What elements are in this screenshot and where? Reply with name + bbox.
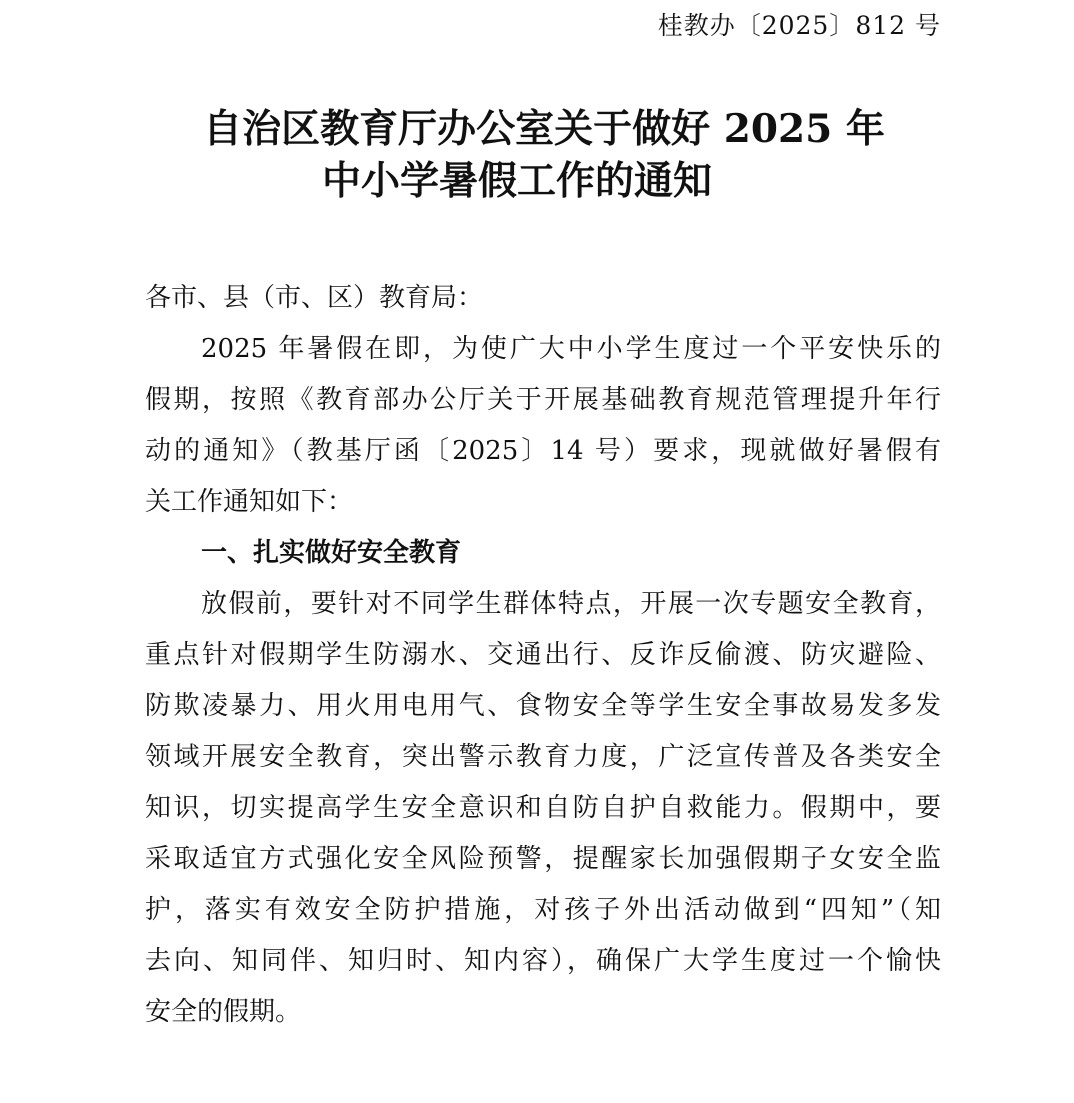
document-title <box>0 103 1074 207</box>
section-line: 去向、知同伴、知归时、知内容），确保广大学生度过一个愉快 <box>145 946 941 976</box>
intro-line: 动的通知》（教基厅函〔2025〕14 号）要求，现就做好暑假有 <box>145 436 941 466</box>
section-heading: 一、扎实做好安全教育 <box>201 538 462 568</box>
intro-line: 假期，按照《教育部办公厅关于开展基础教育规范管理提升年行 <box>145 385 941 415</box>
document-body <box>145 273 941 1038</box>
section-line: 护，落实有效安全防护措施，对孩子外出活动做到“四知”（知 <box>145 895 941 925</box>
intro-line: 2025 年暑假在即，为使广大中小学生度过一个平安快乐的 <box>201 334 941 364</box>
salutation: 各市、县（市、区）教育局： <box>145 283 484 313</box>
section-line: 防欺凌暴力、用火用电用气、食物安全等学生安全事故易发多发 <box>145 691 941 721</box>
section-line: 重点针对假期学生防溺水、交通出行、反诈反偷渡、防灾避险、 <box>145 640 941 670</box>
section-line: 安全的假期。 <box>145 997 302 1027</box>
section-line: 知识，切实提高学生安全意识和自防自护自救能力。假期中，要 <box>145 793 941 823</box>
intro-line: 关工作通知如下： <box>145 487 354 517</box>
section-line: 采取适宜方式强化安全风险预警，提醒家长加强假期子女安全监 <box>145 844 941 874</box>
section-line: 放假前，要针对不同学生群体特点，开展一次专题安全教育， <box>201 589 941 619</box>
document-number: 桂教办〔2025〕812 号 <box>657 11 941 40</box>
section-line: 领域开展安全教育，突出警示教育力度，广泛宣传普及各类安全 <box>145 742 941 772</box>
title-line: 自治区教育厅办公室关于做好 2025 年 <box>203 106 885 152</box>
title-line: 中小学暑假工作的通知 <box>321 158 712 204</box>
